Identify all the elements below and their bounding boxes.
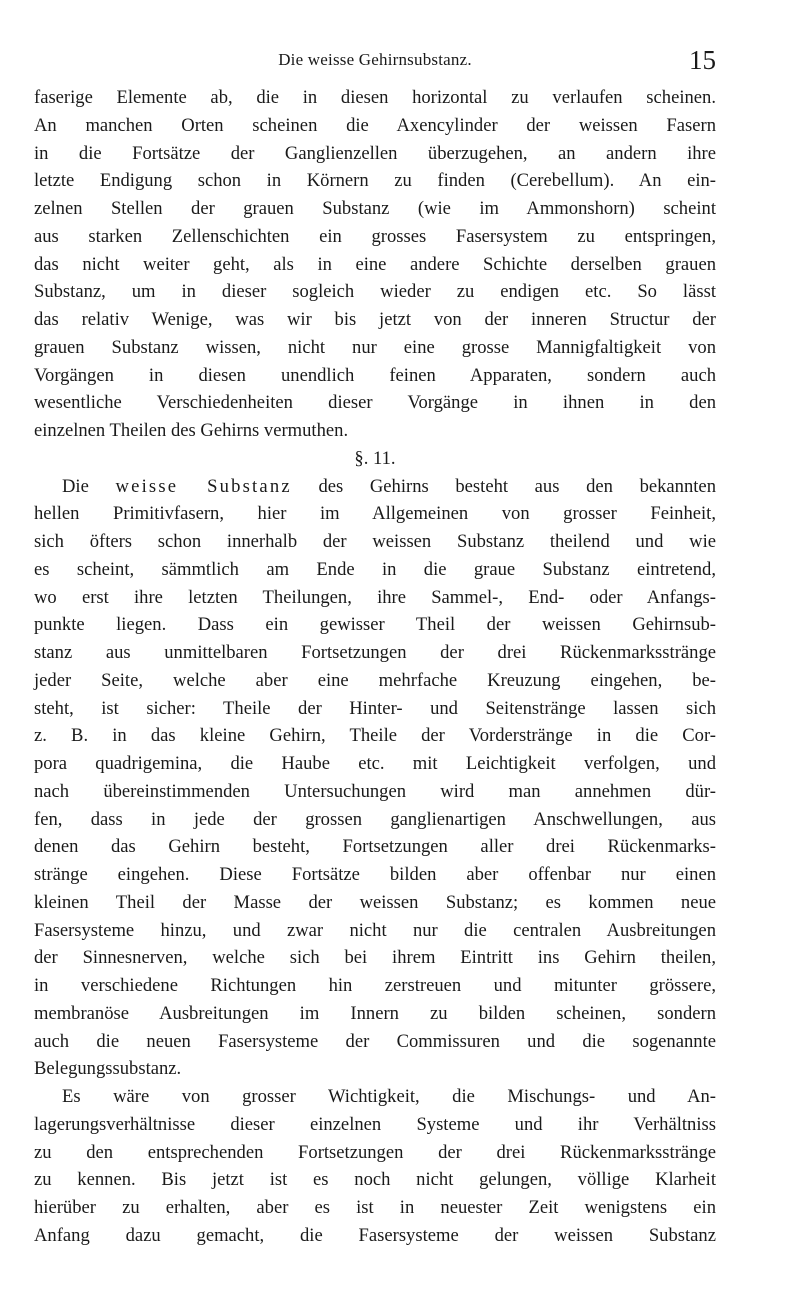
text-line: in die Fortsätze der Ganglienzellen überzugehen, an andern ihre: [34, 142, 716, 164]
text-line: hierüber zu erhalten, aber es ist in neuester Zeit wenigstens ein: [34, 1197, 716, 1218]
paragraph-lead-line: [34, 473, 716, 501]
text-line: denen das Gehirn besteht, Fortsetzungen aller drei Rückenmarks-: [34, 836, 716, 858]
text-line: wesentliche Verschiedenheiten dieser Vorgänge in ihnen in den: [34, 392, 716, 414]
emphasized-term: weisse Substanz: [115, 475, 292, 497]
text-line: stränge eingehen. Diese Fortsätze bilden aber offenbar nur einen: [34, 864, 716, 885]
text-line: fen, dass in jede der grossen ganglienartigen Anschwellungen, aus: [34, 808, 716, 830]
section-heading: §. 11.: [354, 447, 396, 469]
text-line: grauen Substanz wissen, nicht nur eine grosse Mannigfaltigkeit von: [34, 336, 716, 358]
text-line: Vorgängen in diesen unendlich feinen Apparaten, sondern auch: [34, 364, 716, 386]
text-line: An manchen Orten scheinen die Axencylinder der weissen Fasern: [34, 114, 716, 136]
body-text: [34, 84, 716, 1250]
text-line: pora quadrigemina, die Haube etc. mit Leichtigkeit verfolgen, und: [34, 753, 716, 774]
text-line: der Sinnesnerven, welche sich bei ihrem Eintritt ins Gehirn theilen,: [34, 947, 716, 969]
text-line: das relativ Wenige, was wir bis jetzt von der inneren Structur der: [34, 309, 716, 330]
text-line: sich öfters schon innerhalb der weissen Substanz theilend und wie: [34, 531, 716, 552]
text-line: zelnen Stellen der grauen Substanz (wie im Ammonshorn) scheint: [34, 198, 716, 219]
text-line: faserige Elemente ab, die in diesen horizontal zu verlaufen scheinen.: [34, 87, 716, 108]
text-line: Substanz, um in dieser sogleich wieder zu endigen etc. So lässt: [34, 281, 716, 303]
text-line: wo erst ihre letzten Theilungen, ihre Sammel-, End- oder Anfangs-: [34, 586, 716, 608]
text-line: jeder Seite, welche aber eine mehrfache Kreuzung eingehen, be-: [34, 669, 716, 691]
text-line: zu den entsprechenden Fortsetzungen der drei Rückenmarksstränge: [34, 1141, 716, 1163]
text-line: in verschiedene Richtungen hin zerstreuen und mitunter grössere,: [34, 975, 716, 996]
text-line: stanz aus unmittelbaren Fortsetzungen der drei Rückenmarksstränge: [34, 642, 716, 663]
text-line: Fasersysteme hinzu, und zwar nicht nur die centralen Ausbreitungen: [34, 919, 716, 941]
book-page: [34, 46, 716, 1250]
page-number: 15: [689, 45, 716, 75]
text-line: Es wäre von grosser Wichtigkeit, die Mischungs- und An-: [62, 1086, 716, 1107]
text-line: nach übereinstimmenden Untersuchungen wird man annehmen dür-: [34, 780, 716, 802]
text-line: Belegungssubstanz.: [34, 1058, 182, 1080]
text-line: es scheint, sämmtlich am Ende in die graue Substanz eintretend,: [34, 558, 716, 580]
text-line: das nicht weiter geht, als in eine andere Schichte derselben grauen: [34, 253, 716, 275]
text-line: lagerungsverhältnisse dieser einzelnen Systeme und ihr Verhältniss: [34, 1113, 716, 1135]
text-line: kleinen Theil der Masse der weissen Substanz; es kommen neue: [34, 891, 716, 913]
text-line: auch die neuen Fasersysteme der Commissuren und die sogenannte: [34, 1030, 716, 1052]
running-title: Die weisse Gehirnsubstanz.: [278, 50, 472, 69]
text-line: einzelnen Theilen des Gehirns vermuthen.: [34, 420, 349, 441]
text-line: aus starken Zellenschichten ein grosses Fasersystem zu entspringen,: [34, 225, 716, 247]
lead-rest: des Gehirns besteht aus den bekannten: [291, 475, 716, 497]
text-line: z. B. in das kleine Gehirn, Theile der Vorderstränge in die Cor-: [34, 725, 716, 747]
text-line: letzte Endigung schon in Körnern zu finden (Cerebellum). An ein-: [34, 170, 716, 192]
text-line: zu kennen. Bis jetzt ist es noch nicht gelungen, völlige Klarheit: [34, 1169, 716, 1191]
text-line: steht, ist sicher: Theile der Hinter- und Seitenstränge lassen sich: [34, 697, 716, 719]
text-line: punkte liegen. Dass ein gewisser Theil der weissen Gehirnsub-: [34, 614, 716, 636]
text-line: Anfang dazu gemacht, die Fasersysteme der weissen Substanz: [34, 1224, 716, 1246]
lead-prefix: Die: [62, 475, 116, 497]
running-head: [34, 46, 716, 80]
text-line: hellen Primitivfasern, hier im Allgemeinen von grosser Feinheit,: [34, 503, 716, 525]
text-line: membranöse Ausbreitungen im Innern zu bilden scheinen, sondern: [34, 1002, 716, 1024]
